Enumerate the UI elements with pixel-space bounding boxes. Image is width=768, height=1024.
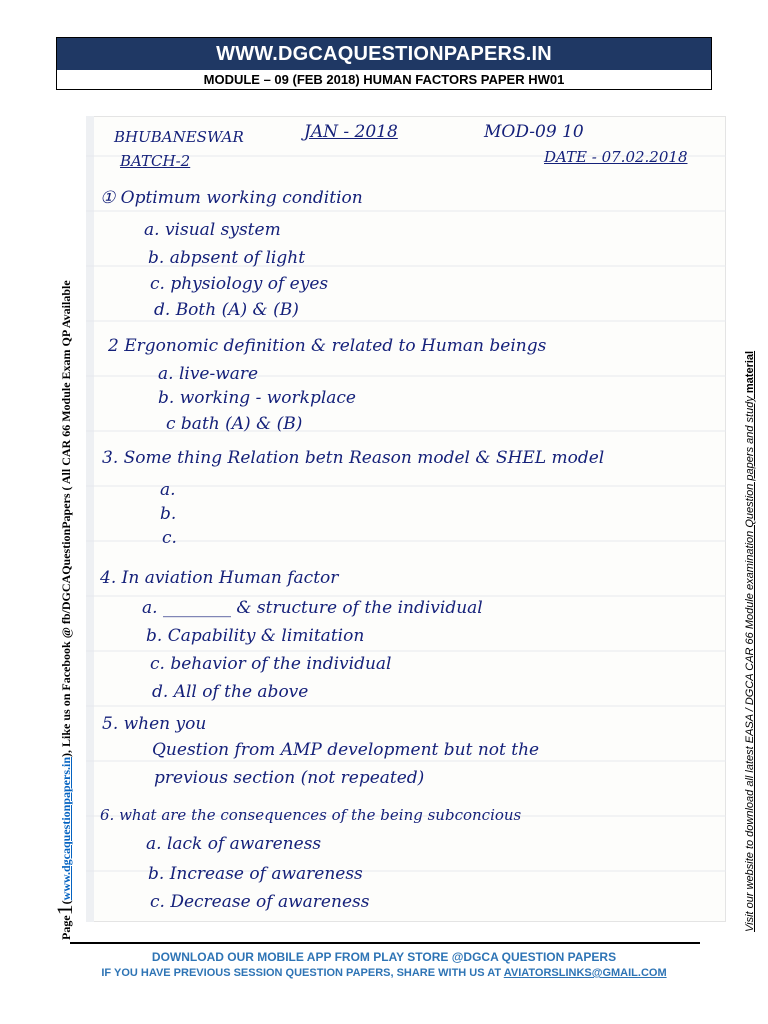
footer-share-note [0,967,768,979]
footer-divider [70,942,700,944]
note-batch: BATCH-2 [120,152,191,170]
page-number: 1 [52,904,77,916]
page-label: Page [59,915,73,940]
question-4: 4. In aviation Human factor [100,568,339,588]
question-1-option-d: d. Both (A) & (B) [154,300,299,320]
question-2-option-c: c bath (A) & (B) [166,414,303,434]
note-session: JAN - 2018 [304,122,398,142]
question-2-option-b: b. working - workplace [158,388,356,408]
handwritten-notes-scan [86,116,726,922]
question-4-option-b: b. Capability & limitation [146,626,365,646]
question-3-option-a: a. [160,480,176,500]
site-title-bar [56,37,712,71]
footer-share-text: IF YOU HAVE PREVIOUS SESSION QUESTION PAPERS, SHARE WITH US AT [101,967,504,979]
question-2: 2 Ergonomic definition & related to Human beings [108,336,547,356]
question-1: ① Optimum working condition [100,188,363,208]
question-6: 6. what are the consequences of the being subconcious [100,806,522,824]
question-6-option-a: a. lack of awareness [146,834,322,854]
question-5-line-2: Question from AMP development but not the [152,740,540,760]
question-1-option-c: c. physiology of eyes [150,274,329,294]
paper-subtitle: MODULE – 09 (FEB 2018) HUMAN FACTORS PAPER HW01 [203,72,565,87]
note-date: DATE - 07.02.2018 [544,148,688,166]
question-4-option-a: a. ________ & structure of the individual [142,598,483,618]
website-link[interactable]: www.dgcaquestionpapers.in [59,756,73,901]
question-3-option-b: b. [160,504,177,524]
question-1-option-a: a. visual system [144,220,281,240]
site-title: WWW.DGCAQUESTIONPAPERS.IN [216,42,552,65]
visit-website-text: Visit our website to download all latest EASA / DGCA CAR 66 Module examination Question papers and study [744,393,756,932]
note-location: BHUBANESWAR [114,128,244,146]
paper-subtitle-bar [56,70,712,90]
question-6-option-c: c. Decrease of awareness [150,892,370,912]
note-module: MOD-09 10 [484,122,584,142]
question-1-option-b: b. abpsent of light [148,248,306,268]
question-4-option-d: d. All of the above [152,682,309,702]
facebook-note: ), Like us on Facebook @ fb/DGCAQuestionPapers ( All CAR 66 Module Exam QP Available [59,280,73,757]
question-5-line-3: previous section (not repeated) [154,768,425,788]
question-5: 5. when you [102,714,207,734]
question-3: 3. Some thing Relation betn Reason model & SHEL model [102,448,605,468]
question-3-option-c: c. [162,528,177,548]
question-4-option-c: c. behavior of the individual [150,654,392,674]
question-6-option-b: b. Increase of awareness [148,864,363,884]
footer-app-download: DOWNLOAD OUR MOBILE APP FROM PLAY STORE @DGCA QUESTION PAPERS [151,950,617,964]
visit-website-bold: material [744,350,756,394]
footer-email-link[interactable]: AVIATORSLINKS@GMAIL.COM [503,967,667,979]
question-2-option-a: a. live-ware [158,364,259,384]
